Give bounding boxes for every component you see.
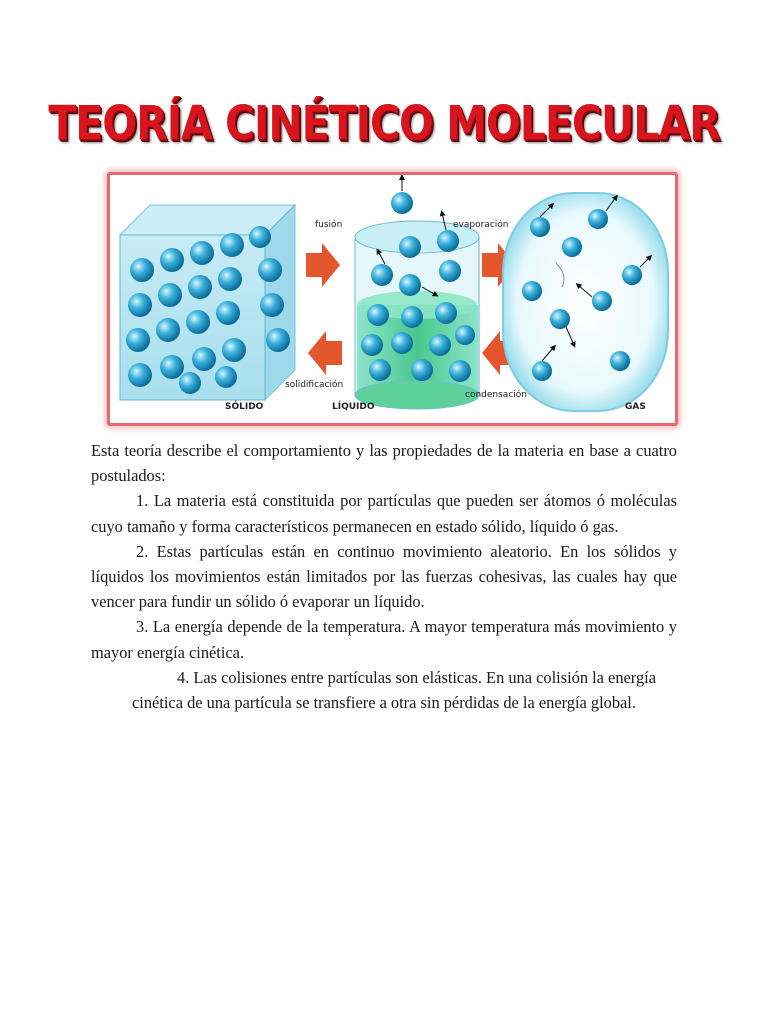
solidification-arrow	[308, 331, 342, 375]
body-text	[91, 438, 677, 715]
condensation-label: condensación	[465, 390, 527, 400]
postulate-4: 4. Las colisiones entre partículas son elásticas. En una colisión la energía cinética de una partícula se transfiere a otra sin pérdidas de la energía global.	[132, 667, 656, 713]
states-of-matter-illustration	[110, 175, 675, 423]
solid-label: SÓLIDO	[225, 402, 264, 412]
solidification-label: solidificación	[285, 380, 344, 390]
liquid-label: LÍQUIDO	[332, 402, 375, 412]
page-title: TEORÍA CINÉTICO MOLECULAR	[48, 96, 720, 152]
states-of-matter-figure	[107, 172, 678, 426]
intro-paragraph: Esta teoría describe el comportamiento y las propiedades de la materia en base a cuatro postulados:	[91, 441, 677, 486]
fusion-label: fusión	[315, 220, 343, 230]
solid-cube	[120, 205, 295, 400]
gas-label: GAS	[625, 402, 646, 412]
evaporation-label: evaporación	[453, 220, 509, 230]
postulate-3: 3. La energía depende de la temperatura. A mayor temperatura más movimiento y mayor energía cinética.	[91, 617, 677, 662]
liquid-cylinder	[355, 177, 480, 409]
fusion-arrow	[306, 243, 340, 287]
postulate-1: 1. La materia está constituida por partículas que pueden ser átomos ó moléculas cuyo tamaño y forma característicos permanecen en estado sólido, líquido ó gas.	[91, 491, 677, 536]
gas-container	[503, 193, 668, 411]
postulate-2: 2. Estas partículas están en continuo movimiento aleatorio. En los sólidos y líquidos los movimientos están limitados por las fuerzas cohesivas, las cuales hay que vencer para fundir un sólido ó evaporar un líquido.	[91, 541, 677, 612]
